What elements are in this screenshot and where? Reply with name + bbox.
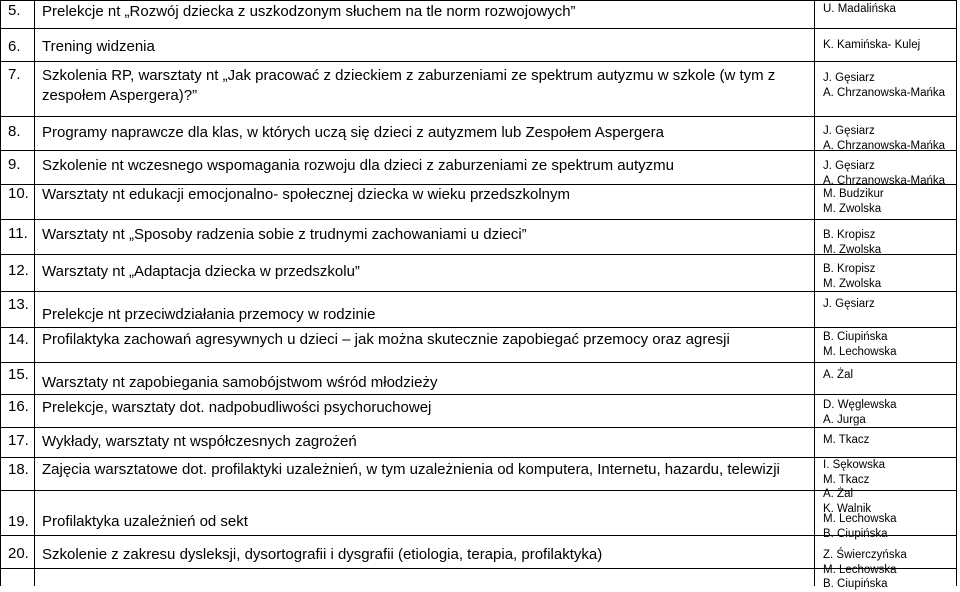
presenter-name: A. Chrzanowska-Mańka <box>823 139 946 152</box>
row-number: 7. <box>8 66 21 83</box>
presenter-name: M. Lechowska <box>823 513 897 525</box>
description-line: Prelekcje, warsztaty dot. nadpobudliwości psychoruchowej <box>42 399 432 416</box>
presenter-name: K. Kamińska- Kulej <box>823 39 921 51</box>
row-description <box>42 2 576 22</box>
description-line: Zajęcia warsztatowe dot. profilaktyki uzależnień, w tym uzależnienia od komputera, Internetu, hazardu, telewizji <box>42 461 780 478</box>
row-number: 11. <box>8 225 28 242</box>
row-presenters <box>823 368 853 383</box>
presenter-name: J. Gęsiarz <box>823 125 875 137</box>
description-line: Programy naprawcze dla klas, w których uczą się dzieci z autyzmem lub Zespołem Aspergera <box>42 124 664 141</box>
presenter-name: M. Tkacz <box>823 473 870 486</box>
column-divider <box>814 0 815 586</box>
presenter-name: J. Gęsiarz <box>823 72 875 84</box>
row-presenters <box>823 398 897 427</box>
row-description <box>42 185 570 205</box>
row-presenters <box>823 71 945 100</box>
row-description <box>42 545 602 565</box>
presenter-name: A. Żal <box>823 369 854 381</box>
description-line: Warsztaty nt „Sposoby radzenia sobie z trudnymi zachowaniami u dzieci” <box>42 226 527 243</box>
description-line: Szkolenie nt wczesnego wspomagania rozwoju dla dzieci z zaburzeniami ze spektrum autyzmu <box>42 157 674 174</box>
row-presenters <box>823 2 896 17</box>
description-line: Trening widzenia <box>42 38 155 55</box>
row-presenters <box>823 262 881 291</box>
presenter-name: U. Madalińska <box>823 3 896 15</box>
row-description <box>42 156 674 176</box>
row-presenters <box>823 159 945 188</box>
row-presenters <box>823 330 897 359</box>
presenter-name: M. Lechowska <box>823 345 897 358</box>
presenter-name: J. Gęsiarz <box>823 298 875 310</box>
row-number: 20. <box>8 545 29 562</box>
row-description <box>42 225 527 245</box>
presenter-name: B. Kropisz <box>823 263 876 275</box>
row-presenters <box>823 187 884 216</box>
row-number: 10. <box>8 185 29 202</box>
row-number: 19. <box>8 513 29 530</box>
description-line: Wykłady, warsztaty nt współczesnych zagrożeń <box>42 433 357 450</box>
row-number: 14. <box>8 331 29 348</box>
description-line: Profilaktyka uzależnień od sekt <box>42 513 248 530</box>
row-description <box>42 37 155 57</box>
presenter-name: M. Budzikur <box>823 188 884 200</box>
presenter-name: B. Ciupińska <box>823 331 888 343</box>
row-description <box>42 373 437 393</box>
row-description <box>42 123 664 143</box>
row-number: 17. <box>8 432 29 449</box>
presenter-name: A. Jurga <box>823 413 866 426</box>
row-description <box>42 460 780 480</box>
row-description <box>42 305 375 325</box>
column-divider <box>34 0 35 586</box>
row-presenters <box>823 458 885 516</box>
description-line: Prelekcje nt „Rozwój dziecka z uszkodzonym słuchem na tle norm rozwojowych” <box>42 3 576 20</box>
row-description <box>42 330 730 350</box>
row-description <box>42 398 431 418</box>
row-description <box>42 66 775 106</box>
row-number: 16. <box>8 398 29 415</box>
description-line: Warsztaty nt zapobiegania samobójstwom wśród młodzieży <box>42 374 438 391</box>
row-description <box>42 432 357 452</box>
presenter-name: M. Zwolska <box>823 202 882 215</box>
row-number: 8. <box>8 123 21 140</box>
row-presenters <box>823 38 920 53</box>
row-presenters <box>823 433 869 448</box>
row-number: 18. <box>8 461 29 478</box>
description-line: Warsztaty nt „Adaptacja dziecka w przedszkolu” <box>42 263 360 280</box>
presenter-name: J. Gęsiarz <box>823 160 875 172</box>
presenter-name: Z. Świerczyńska <box>823 549 907 561</box>
presenter-name: M. Zwolska <box>823 277 882 290</box>
description-line: Profilaktyka zachowań agresywnych u dzieci – jak można skutecznie zapobiegać przemocy oraz agresji <box>42 331 730 348</box>
row-presenters <box>823 228 881 257</box>
description-line: Warsztaty nt edukacji emocjonalno- społecznej dziecka w wieku przedszkolnym <box>42 186 571 203</box>
column-divider <box>0 0 1 586</box>
row-number: 15. <box>8 366 29 383</box>
presenter-name: D. Węglewska <box>823 399 897 411</box>
presenter-name: K. Walnik <box>823 502 872 515</box>
row-presenters <box>823 548 907 592</box>
presenter-name: M. Zwolska <box>823 243 882 256</box>
column-divider <box>956 0 957 586</box>
row-number: 13. <box>8 296 29 313</box>
presenter-name: B. Ciupińska <box>823 578 888 590</box>
presenter-name: I. Sękowska <box>823 459 885 471</box>
presenter-name: A. Chrzanowska-Mańka <box>823 174 946 187</box>
row-number: 12. <box>8 262 29 279</box>
presenter-name: A. Żal <box>823 488 854 500</box>
row-number: 5. <box>8 2 21 19</box>
row-presenters <box>823 124 945 153</box>
presenter-name: M. Lechowska <box>823 563 897 576</box>
presenter-name: M. Tkacz <box>823 434 870 446</box>
row-number: 6. <box>8 38 21 55</box>
row-presenters <box>823 297 875 312</box>
description-line: zespołem Aspergera)?” <box>42 87 198 104</box>
row-number: 9. <box>8 156 21 173</box>
presenter-name: B. Ciupińska <box>823 527 888 540</box>
row-presenters <box>823 512 897 541</box>
description-line: Szkolenie z zakresu dysleksji, dysortografii i dysgrafii (etiologia, terapia, profilaktyka) <box>42 546 603 563</box>
presenter-name: B. Kropisz <box>823 229 876 241</box>
row-description <box>42 512 248 532</box>
row-description <box>42 262 360 282</box>
description-line: Prelekcje nt przeciwdziałania przemocy w rodzinie <box>42 306 376 323</box>
presenter-name: A. Chrzanowska-Mańka <box>823 86 946 99</box>
description-line: Szkolenia RP, warsztaty nt „Jak pracować z dzieckiem z zaburzeniami ze spektrum autyzmu w szkole (w tym z <box>42 67 776 84</box>
